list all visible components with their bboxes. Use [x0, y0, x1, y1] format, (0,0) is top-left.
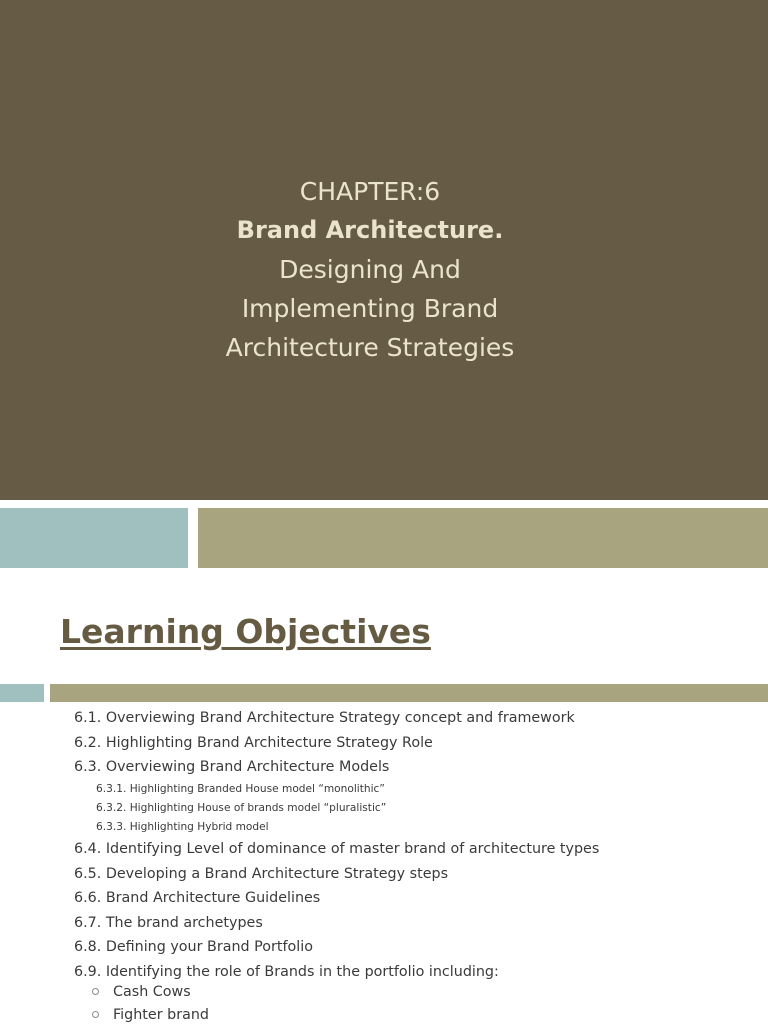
objective-item: 6.5. Developing a Brand Architecture Strategy steps	[74, 865, 449, 882]
bullet-label: Fighter brand	[113, 1007, 209, 1023]
learning-objectives-heading: Learning Objectives	[60, 612, 431, 651]
chapter-label: CHAPTER:6	[299, 177, 441, 206]
subtitle-line-2: Implementing Brand	[241, 294, 499, 323]
title-slide	[0, 0, 768, 500]
objective-item: 6.7. The brand archetypes	[74, 914, 263, 931]
objective-subitem: 6.3.1. Highlighting Branded House model “monolithic”	[96, 782, 385, 795]
accent-bar-teal	[0, 508, 188, 568]
accent-bar-olive	[198, 508, 768, 568]
objective-subitem: 6.3.3. Highlighting Hybrid model	[96, 821, 269, 834]
bullet-item-cash-cows	[92, 981, 191, 1004]
objective-item: 6.9. Identifying the role of Brands in the portfolio including:	[74, 963, 499, 980]
divider-bar-teal	[0, 684, 44, 702]
objective-item: 6.4. Identifying Level of dominance of master brand of architecture types	[74, 841, 600, 858]
circle-bullet-icon	[92, 988, 99, 995]
objective-item: 6.1. Overviewing Brand Architecture Strategy concept and framework	[74, 710, 575, 726]
subtitle-line-3: Architecture Strategies	[225, 333, 515, 362]
subtitle-line-1: Designing And	[279, 255, 461, 284]
bullet-label: Cash Cows	[113, 984, 191, 1000]
circle-bullet-icon	[92, 1011, 99, 1018]
objective-item: 6.6. Brand Architecture Guidelines	[74, 890, 321, 907]
objective-item: 6.3. Overviewing Brand Architecture Models	[74, 759, 390, 775]
chapter-title: Brand Architecture.	[236, 216, 504, 244]
objective-subitem: 6.3.2. Highlighting House of brands model “pluralistic”	[96, 801, 387, 814]
divider-bar-olive	[50, 684, 768, 702]
title-block	[140, 172, 600, 367]
objective-item: 6.2. Highlighting Brand Architecture Strategy Role	[74, 734, 433, 751]
objective-item: 6.8. Defining your Brand Portfolio	[74, 939, 313, 956]
objectives-list	[74, 706, 764, 984]
